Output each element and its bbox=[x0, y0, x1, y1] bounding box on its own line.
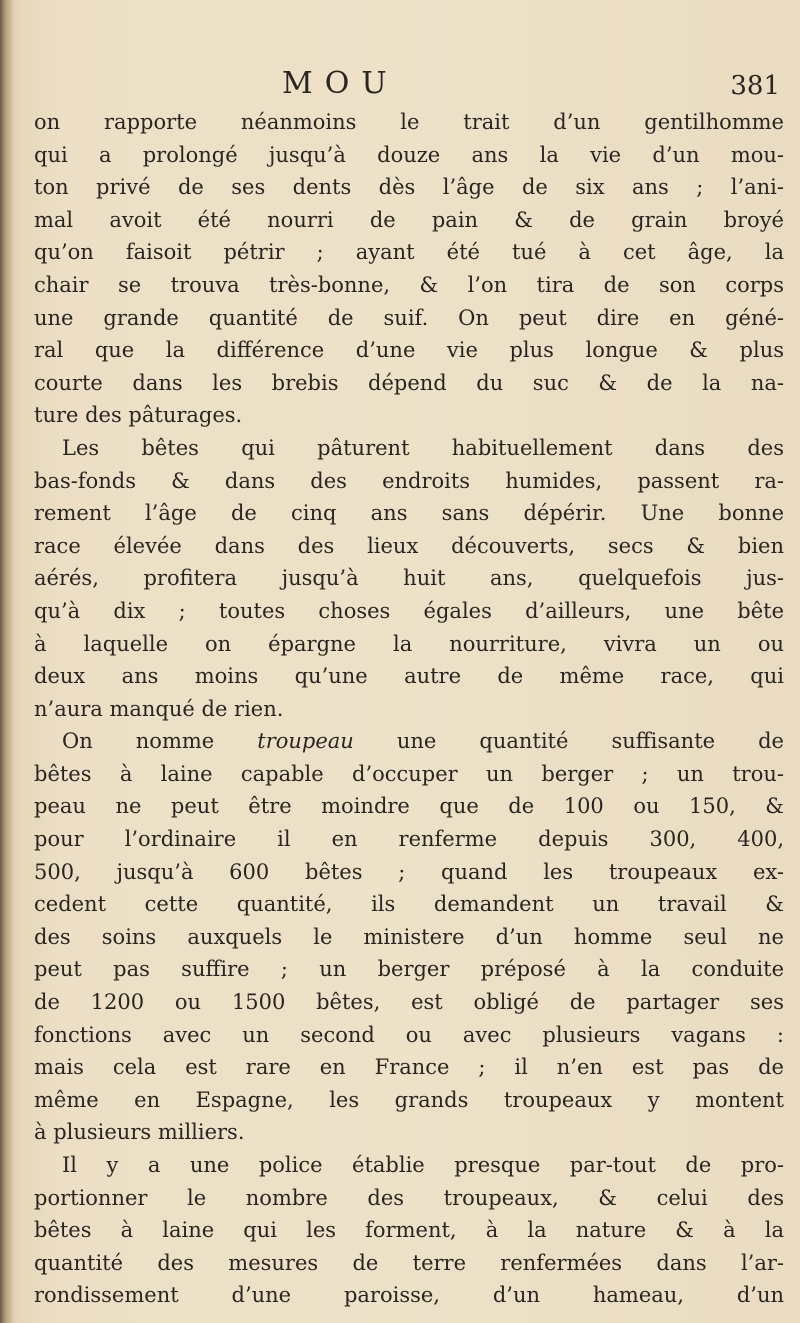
text-line: des soins auxquels le ministere d’un homme seul ne bbox=[34, 924, 784, 949]
text-line: n’aura manqué de rien. bbox=[34, 696, 284, 721]
page-number: 381 bbox=[730, 71, 780, 101]
text-line: mal avoit été nourri de pain & de grain broyé bbox=[34, 207, 784, 232]
running-title: MOU bbox=[282, 66, 399, 101]
text-line: bêtes à laine capable d’occuper un berger ; un trou- bbox=[34, 761, 784, 786]
text-line: qu’à dix ; toutes choses égales d’ailleurs, une bête bbox=[34, 598, 784, 623]
text-line: ral que la différence d’une vie plus longue & plus bbox=[34, 338, 784, 363]
text-line: deux ans moins qu’une autre de même race, qui bbox=[34, 664, 784, 689]
text-line: bas-fonds & dans des endroits humides, passent ra- bbox=[34, 468, 784, 493]
text-segment: une quantité suffisante de bbox=[396, 729, 784, 754]
text-line: à plusieurs milliers. bbox=[34, 1120, 245, 1145]
text-line bbox=[34, 725, 784, 758]
text-line: peut pas suffire ; un berger préposé à la conduite bbox=[34, 957, 784, 982]
text-line: ton privé de ses dents dès l’âge de six ans ; l’ani- bbox=[34, 175, 784, 200]
text-line: de 1200 ou 1500 bêtes, est obligé de partager ses bbox=[34, 990, 784, 1015]
text-line: bêtes à laine qui les forment, à la nature & à la bbox=[34, 1218, 784, 1243]
text-line: ture des pâturages. bbox=[34, 403, 243, 428]
text-line: même en Espagne, les grands troupeaux y montent bbox=[34, 1087, 784, 1112]
text-line: à laquelle on épargne la nourriture, vivra un ou bbox=[34, 631, 784, 656]
text-line: Les bêtes qui pâturent habituellement dans des bbox=[62, 435, 784, 460]
text-line: rondissement d’une paroisse, d’un hameau, d’un bbox=[34, 1283, 784, 1308]
text-line: cedent cette quantité, ils demandent un travail & bbox=[34, 892, 784, 917]
text-line: on rapporte néanmoins le trait d’un gentilhomme bbox=[34, 110, 784, 134]
text-line: peau ne peut être moindre que de 100 ou 150, & bbox=[34, 794, 784, 819]
text-line: une grande quantité de suif. On peut dire en géné- bbox=[34, 305, 784, 330]
text-line: chair se trouva très-bonne, & l’on tira de son corps bbox=[34, 272, 784, 297]
text-line: Il y a une police établie presque par-tout de pro- bbox=[62, 1153, 784, 1177]
page-edge bbox=[0, 0, 14, 1323]
text-line: race élevée dans des lieux découverts, secs & bien bbox=[34, 533, 784, 558]
text-line: courte dans les brebis dépend du suc & de la na- bbox=[34, 370, 784, 395]
text-line: pour l’ordinaire il en renferme depuis 300, 400, bbox=[34, 827, 784, 852]
text-line: mais cela est rare en France ; il n’en est pas de bbox=[34, 1055, 784, 1080]
italic-term: troupeau bbox=[257, 729, 354, 754]
text-line: fonctions avec un second ou avec plusieurs vagans : bbox=[34, 1022, 784, 1047]
text-line: qu’on faisoit pétrir ; ayant été tué à cet âge, la bbox=[34, 240, 784, 265]
text-line: aérés, profitera jusqu’à huit ans, quelquefois jus- bbox=[34, 566, 784, 591]
text-line: portionner le nombre des troupeaux, & celui des bbox=[34, 1185, 784, 1210]
text-line: 500, jusqu’à 600 bêtes ; quand les troupeaux ex- bbox=[34, 859, 784, 884]
body-text bbox=[34, 106, 784, 1312]
text-line: qui a prolongé jusqu’à douze ans la vie d’un mou- bbox=[34, 142, 784, 167]
text-line: rement l’âge de cinq ans sans dépérir. Une bonne bbox=[34, 501, 784, 526]
text-line: quantité des mesures de terre renfermées dans l’ar- bbox=[34, 1250, 784, 1275]
page-header bbox=[34, 62, 784, 106]
text-segment: On nomme bbox=[62, 729, 215, 754]
